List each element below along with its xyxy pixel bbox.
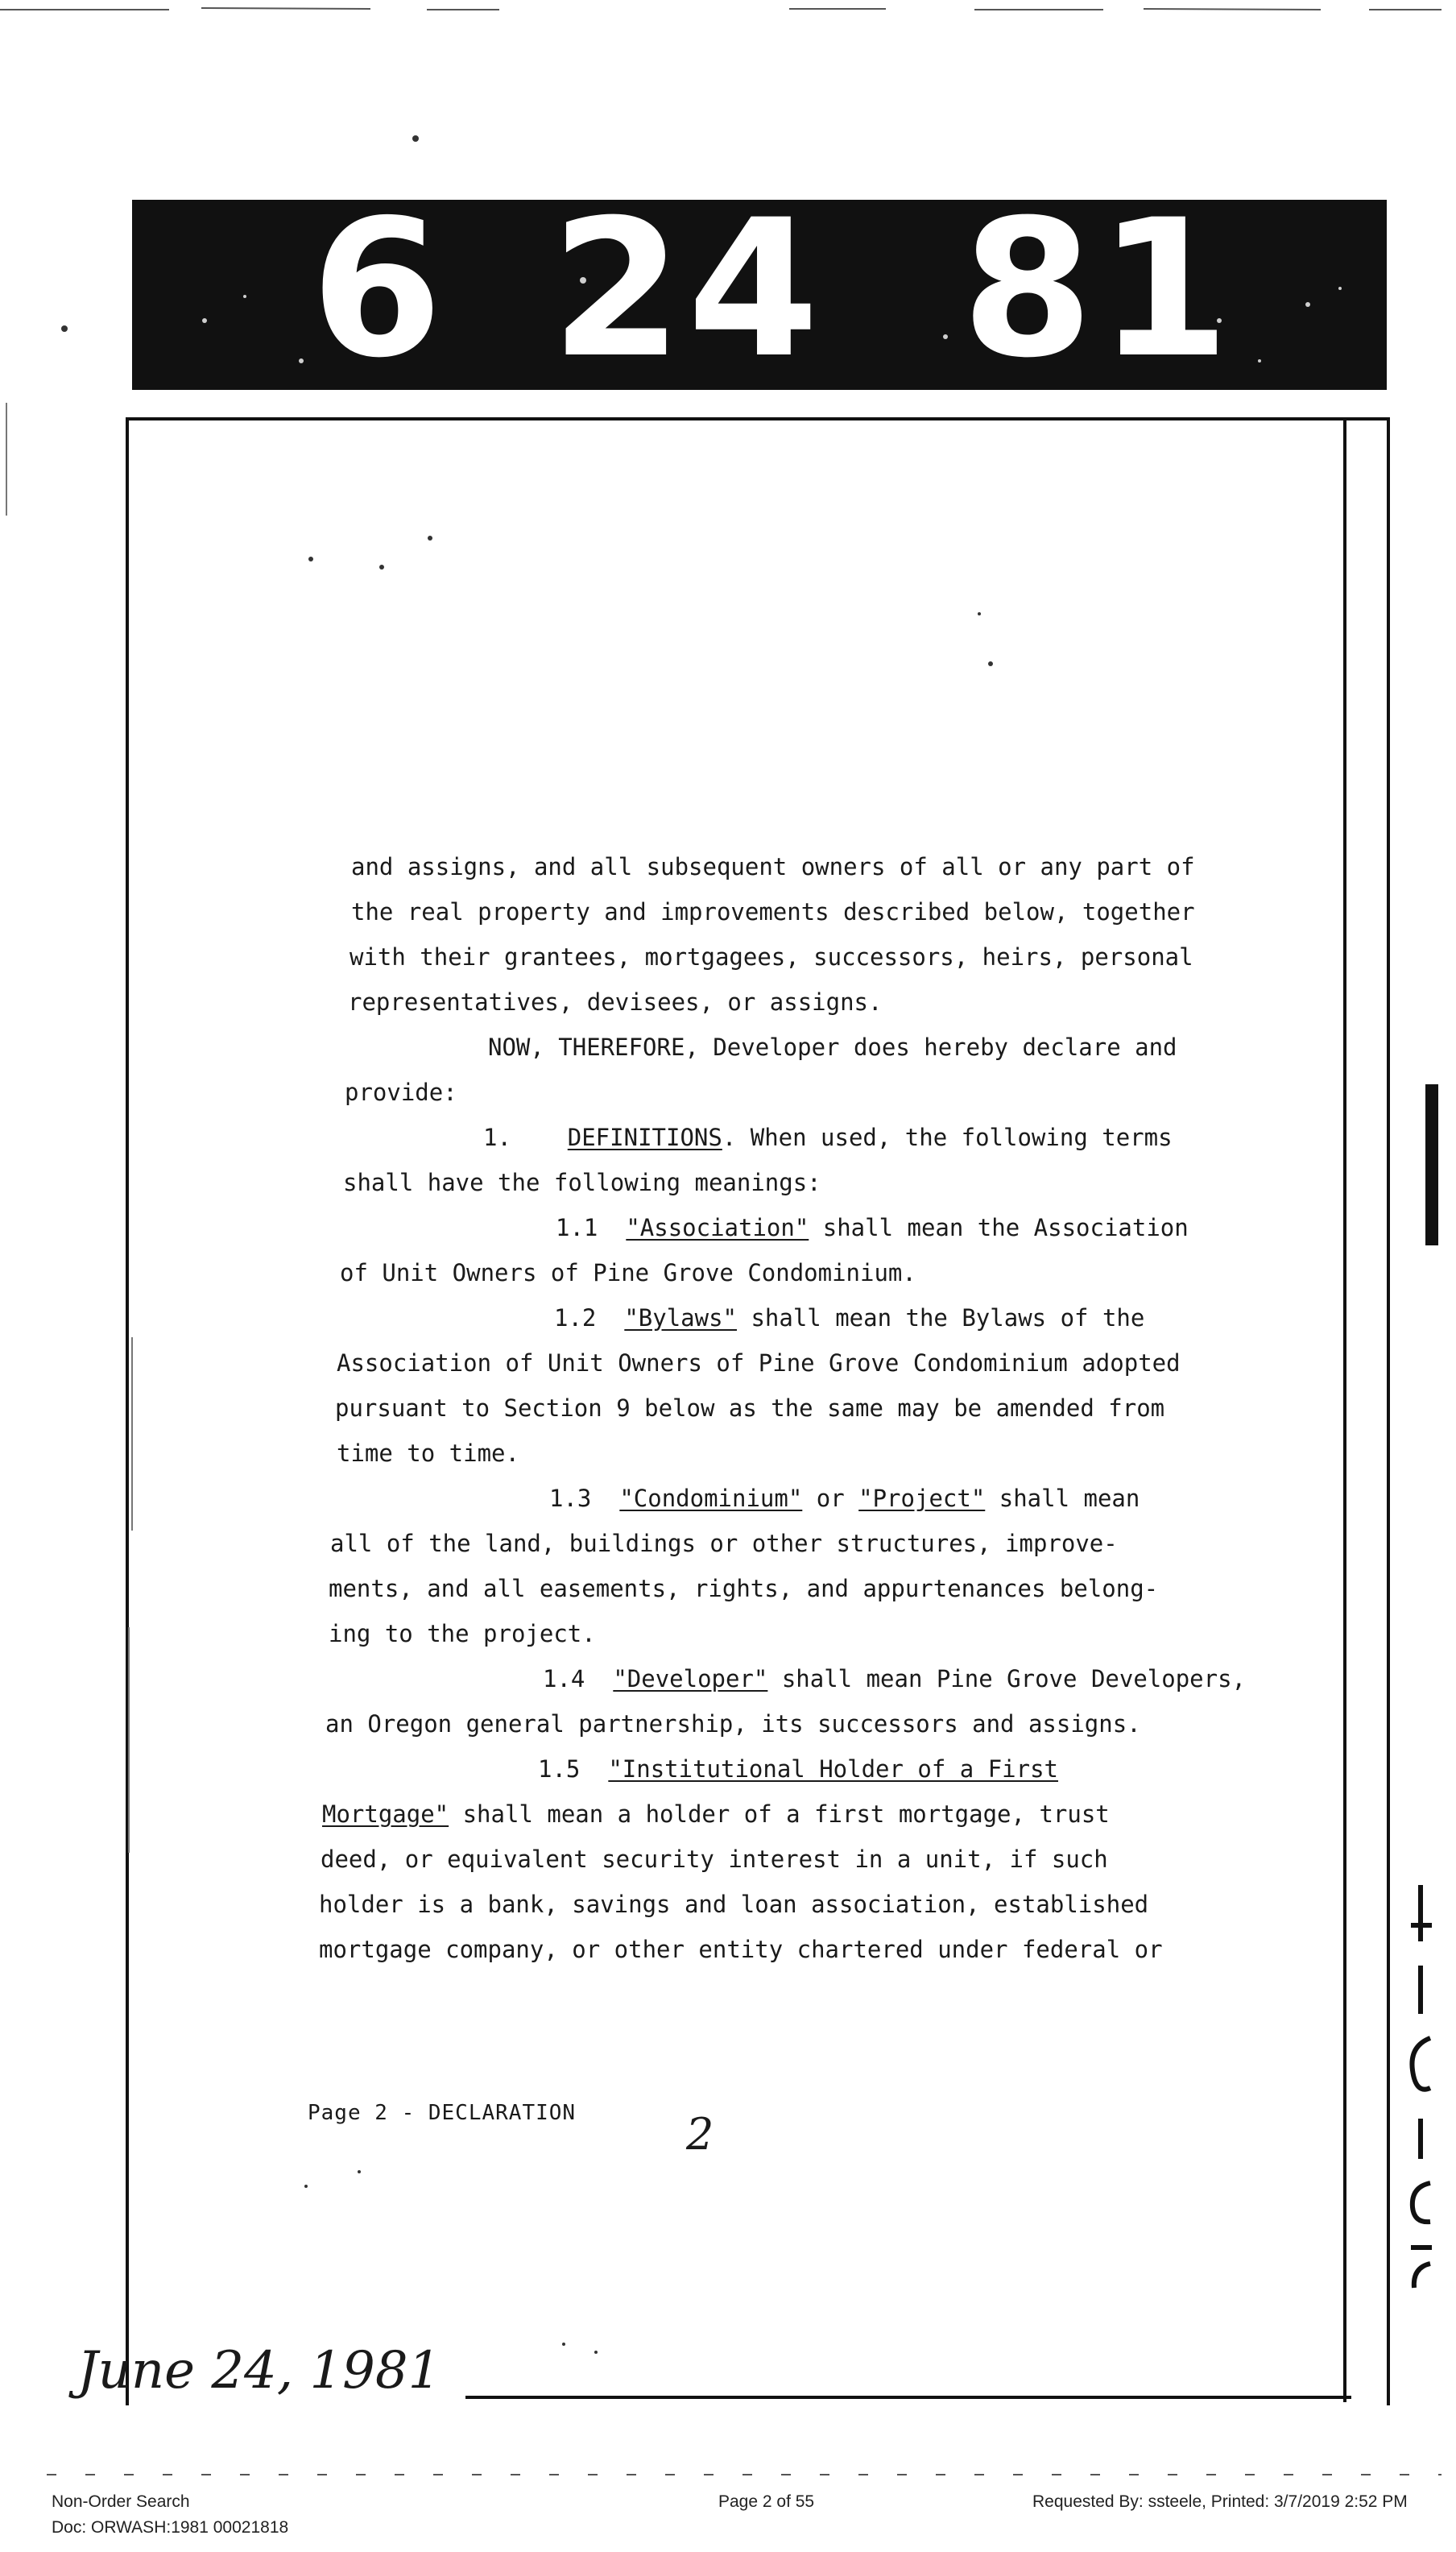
defined-term-association: "Association" [626,1214,809,1241]
scan-margin-bar [1425,1084,1438,1245]
text-line: ments, and all easements, rights, and appurtenances belong- [329,1575,1159,1602]
footer-doc-id: Doc: ORWASH:1981 00021818 [52,2518,289,2537]
text-line: with their grantees, mortgagees, successors, heirs, personal [350,943,1193,971]
text-line: time to time. [337,1440,519,1467]
definition-number: 1.3 [549,1485,592,1512]
stamp-day: 24 [551,200,825,390]
definition-line [538,1746,1058,1792]
handwritten-page-number: 2 [686,2109,714,2160]
section-heading-line [483,1115,1173,1160]
definition-text: or [802,1485,859,1512]
text-line: holder is a bank, savings and loan association, established [319,1891,1149,1918]
stamp-month: 6 [311,200,448,390]
text-line: mortgage company, or other entity chartered under federal or [319,1936,1163,1963]
text-line: representatives, devisees, or assigns. [348,988,883,1016]
scan-margin-marks [1404,1877,1437,2296]
definition-text: shall mean a holder of a first mortgage, trust [449,1800,1110,1828]
definition-line [549,1476,1140,1521]
definition-text: shall mean the Bylaws of the [737,1304,1145,1332]
text-line: shall have the following meanings: [343,1169,821,1196]
defined-term-mortgage: Mortgage" [322,1800,449,1828]
definition-number: 1.1 [556,1214,598,1241]
defined-term-institutional-holder: "Institutional Holder of a First [608,1755,1059,1783]
defined-term-bylaws: "Bylaws" [624,1304,737,1332]
text-line: Association of Unit Owners of Pine Grove Condominium adopted [337,1349,1181,1377]
text-line: NOW, THEREFORE, Developer does hereby declare and [488,1034,1177,1061]
text-line: deed, or equivalent security interest in a unit, if such [321,1846,1108,1873]
text-line: ing to the project. [329,1620,596,1647]
definition-number: 1.2 [554,1304,597,1332]
text-line: pursuant to Section 9 below as the same may be amended from [335,1394,1165,1422]
definition-line [556,1205,1189,1250]
definition-line [543,1656,1246,1701]
definition-continued-line [322,1792,1110,1837]
page-footer-label: Page 2 - DECLARATION [308,2101,577,2125]
footer-search-type: Non-Order Search [52,2492,190,2511]
text-line: of Unit Owners of Pine Grove Condominium. [340,1259,916,1286]
section-title: DEFINITIONS [567,1124,722,1151]
definition-text: shall mean the Association [809,1214,1189,1241]
section-intro: . When used, the following terms [722,1124,1173,1151]
footer-requested-by: Requested By: ssteele, Printed: 3/7/2019 2:52 PM [1032,2492,1408,2511]
defined-term-project: "Project" [858,1485,986,1512]
defined-term-condominium: "Condominium" [619,1485,803,1512]
signature-line [465,2396,1351,2399]
definition-line [554,1295,1144,1340]
text-line: provide: [345,1079,457,1106]
handwritten-date: June 24, 1981 [77,2341,441,2401]
definition-text: shall mean [985,1485,1140,1512]
text-line: an Oregon general partnership, its successors and assigns. [325,1710,1141,1738]
text-line: and assigns, and all subsequent owners of all or any part of [351,853,1195,880]
definition-number: 1.5 [538,1755,581,1783]
text-line: the real property and improvements described below, together [351,898,1195,926]
section-number: 1. [483,1124,511,1151]
definition-number: 1.4 [543,1665,585,1692]
definition-text: shall mean Pine Grove Developers, [767,1665,1246,1692]
text-line: all of the land, buildings or other structures, improve- [330,1530,1118,1557]
defined-term-developer: "Developer" [613,1665,768,1692]
stamp-year: 81 [962,200,1235,390]
footer-page-count: Page 2 of 55 [718,2492,815,2511]
